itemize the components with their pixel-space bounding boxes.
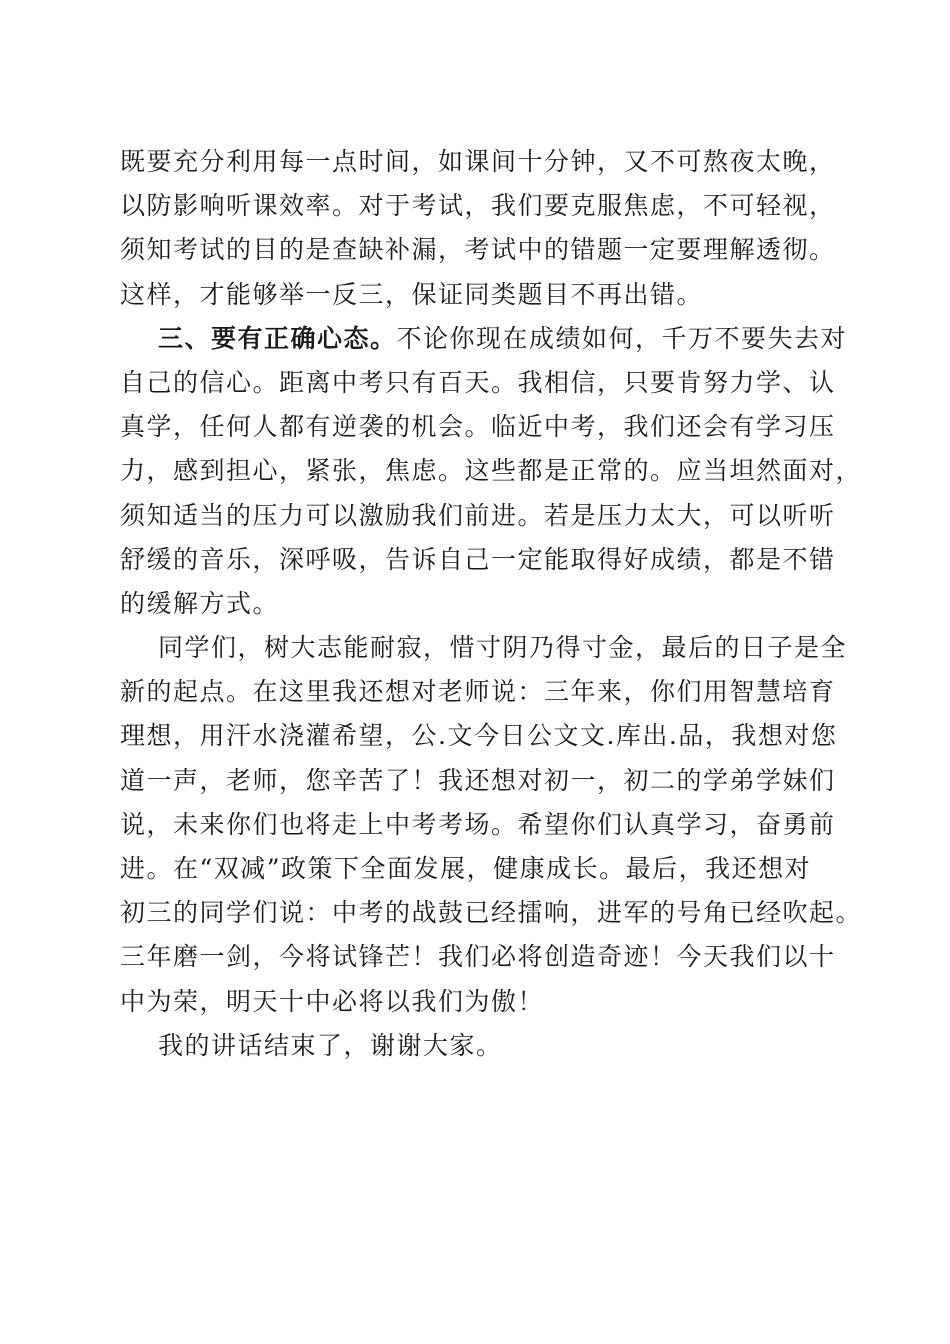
text-line: 以防影响听课效率。对于考试，我们要克服焦虑，不可轻视，	[120, 191, 836, 221]
text-line: 三年磨一剑，今将试锋芒！我们必将创造奇迹！今天我们以十	[120, 942, 836, 972]
text-line: 中为荣，明天十中必将以我们为傲！	[120, 986, 545, 1016]
text-line: 进。在“双减”政策下全面发展，健康成长。最后，我还想对	[120, 854, 812, 883]
text-line: 的缓解方式。	[120, 588, 280, 618]
text-line: 力，感到担心，紧张，焦虑。这些都是正常的。应当坦然面对，	[120, 456, 863, 486]
text-line: 理想，用汗水浇灌希望，公.文今日公文文.库出.品，我想对您	[120, 721, 838, 751]
text-line: 真学，任何人都有逆袭的机会。临近中考，我们还会有学习压	[120, 412, 836, 442]
text-line: 道一声，老师，您辛苦了！我还想对初一，初二的学弟学妹们	[120, 765, 836, 795]
text-line	[120, 317, 850, 361]
text-line: 说，未来你们也将走上中考考场。希望你们认真学习，奋勇前	[120, 809, 836, 839]
text-run: 不论你现在成绩如何，千万不要失去对	[396, 323, 848, 353]
text-line: 舒缓的音乐，深呼吸，告诉自己一定能取得好成绩，都是不错	[120, 544, 836, 574]
text-line: 须知考试的目的是查缺补漏，考试中的错题一定要理解透彻。	[120, 235, 836, 265]
text-line: 新的起点。在这里我还想对老师说：三年来，你们用智慧培育	[120, 677, 836, 707]
text-line: 初三的同学们说：中考的战鼓已经擂响，进军的号角已经吹起。	[120, 898, 863, 928]
section-heading: 三、要有正确心态。	[158, 323, 397, 353]
text-line: 须知适当的压力可以激励我们前进。若是压力太大，可以听听	[120, 500, 836, 530]
paragraph-thanks	[120, 1024, 850, 1068]
text-line: 我的讲话结束了，谢谢大家。	[158, 1030, 503, 1060]
text-line: 自己的信心。距离中考只有百天。我相信，只要肯努力学、认	[120, 367, 836, 397]
paragraph-mindset	[120, 317, 863, 626]
paragraph-time-management	[120, 140, 850, 317]
paragraph-closing-message	[120, 626, 863, 1024]
speech-text	[120, 140, 863, 1068]
text-line: 同学们，树大志能耐寂，惜寸阴乃得寸金，最后的日子是全	[158, 633, 848, 663]
text-line: 既要充分利用每一点时间，如课间十分钟，又不可熬夜太晚，	[120, 147, 836, 176]
text-line: 这样，才能够举一反三，保证同类题目不再出错。	[120, 279, 704, 309]
